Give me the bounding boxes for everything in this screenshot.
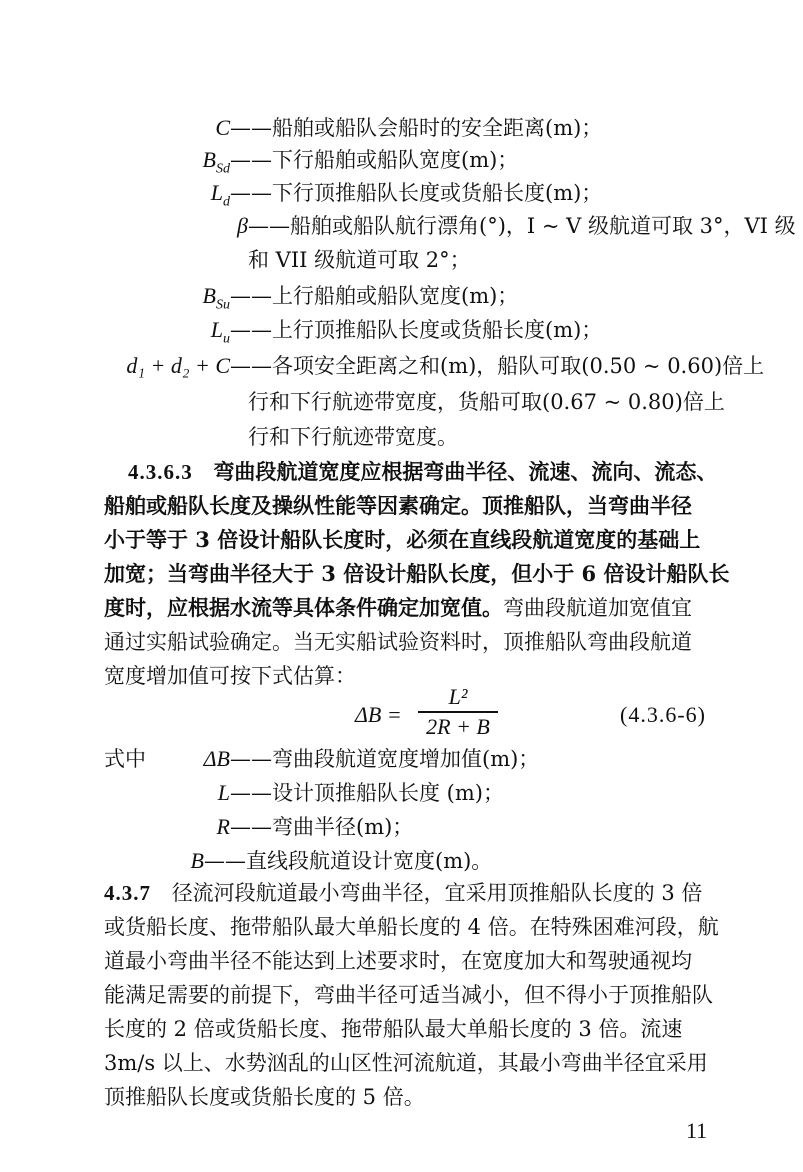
symbol-deltaB: ΔB (203, 746, 230, 771)
definition-beta: ——船舶或船队航行漂角(°)，I ~ V 级航道可取 3°，VI 级 (248, 214, 796, 238)
section-437-line-7: 顶推船队长度或货船长度的 5 倍。 (104, 1085, 425, 1109)
section-4363-line-2: 船舶或船队长度及操纵性能等因素确定。顶推船队，当弯曲半径 (104, 493, 692, 518)
definition-B: ——直线段航道设计宽度(m)。 (204, 849, 493, 873)
symbol-L: L (217, 780, 230, 805)
fraction-bar (418, 711, 498, 713)
definition-R: ——弯曲半径(m)； (230, 815, 414, 839)
section-437-line-1: 4.3.7 径流河段航道最小弯曲半径，宜采用顶推船队长度的 3 倍 (104, 881, 703, 905)
section-4363-line-5: 度时，应根据水流等具体条件确定加宽值。弯曲段航道加宽值宜 (104, 595, 692, 620)
definition-d1-d2-C: ——各项安全距离之和(m)，船队可取(0.50 ~ 0.60)倍上 (230, 354, 765, 378)
definition-d1-d2-C-cont1: 行和下行航迹带宽度，货船可取(0.67 ~ 0.80)倍上 (248, 390, 725, 414)
formula-numerator: L² (448, 684, 468, 709)
section-437-line-6: 3m/s 以上、水势汹乱的山区性河流航道，其最小弯曲半径宜采用 (104, 1051, 708, 1075)
symbol-C: C (215, 115, 230, 140)
section-437-line-5: 长度的 2 倍或货船长度、拖带船队最大单船长度的 3 倍。流速 (104, 1017, 683, 1041)
symbol-Lu: $L_u$ (210, 317, 230, 347)
definition-deltaB: ——弯曲段航道宽度增加值(m)； (230, 747, 540, 771)
where-label: 式中 (104, 747, 146, 771)
definition-d1-d2-C-cont2: 行和下行航迹带宽度。 (248, 425, 458, 449)
formula-number: (4.3.6-6) (620, 702, 706, 727)
formula-lhs: ΔB = (355, 702, 402, 727)
symbol-R: R (216, 814, 230, 839)
definition-Ld: ——下行顶推船队长度或货船长度(m)； (230, 181, 603, 205)
section-number-437: 4.3.7 (104, 881, 151, 905)
formula-denominator: 2R + B (426, 713, 490, 739)
section-number-4363: 4.3.6.3 (128, 460, 193, 484)
definition-beta-cont: 和 VII 级航道可取 2°； (248, 248, 471, 272)
section-4363-line-4: 加宽；当弯曲半径大于 3 倍设计船队长度，但小于 6 倍设计船队长 (104, 561, 730, 586)
symbol-BSd: $B_{Sd}$ (202, 147, 230, 177)
definition-C: ——船舶或船队会船时的安全距离(m)； (230, 116, 603, 140)
section-4363-line-1: 4.3.6.3 弯曲段航道宽度应根据弯曲半径、流速、流向、流态、 (128, 459, 718, 484)
section-4363-line-3: 小于等于 3 倍设计船队长度时，必须在直线段航道宽度的基础上 (104, 527, 701, 552)
definition-BSd: ——下行船舶或船队宽度(m)； (230, 148, 519, 172)
section-4363-line-6: 通过实船试验确定。当无实船试验资料时，顶推船队弯曲段航道 (104, 630, 692, 654)
section-437-line-3: 道最小弯曲半径不能达到上述要求时，在宽度加大和驾驶通视均 (104, 949, 692, 973)
section-437-line-4: 能满足需要的前提下，弯曲半径可适当减小，但不得小于顶推船队 (104, 983, 713, 1007)
symbol-d1-d2-C: d₁ + d₂ + C (126, 353, 230, 378)
symbol-B: B (190, 848, 204, 873)
definition-L: ——设计顶推船队长度 (m)； (230, 781, 504, 805)
symbol-Ld: $L_d$ (210, 180, 230, 210)
section-4363-line-7: 宽度增加值可按下式估算： (104, 664, 356, 688)
formula-fraction (418, 684, 498, 740)
definition-Lu: ——上行顶推船队长度或货船长度(m)； (230, 318, 603, 342)
page-number: 11 (686, 1118, 708, 1143)
definition-BSu: ——上行船舶或船队宽度(m)； (230, 284, 519, 308)
section-437-line-2: 或货船长度、拖带船队最大单船长度的 4 倍。在特殊困难河段，航 (104, 915, 719, 939)
symbol-BSu: $B_{Su}$ (202, 283, 230, 313)
symbol-beta: β (237, 213, 248, 238)
